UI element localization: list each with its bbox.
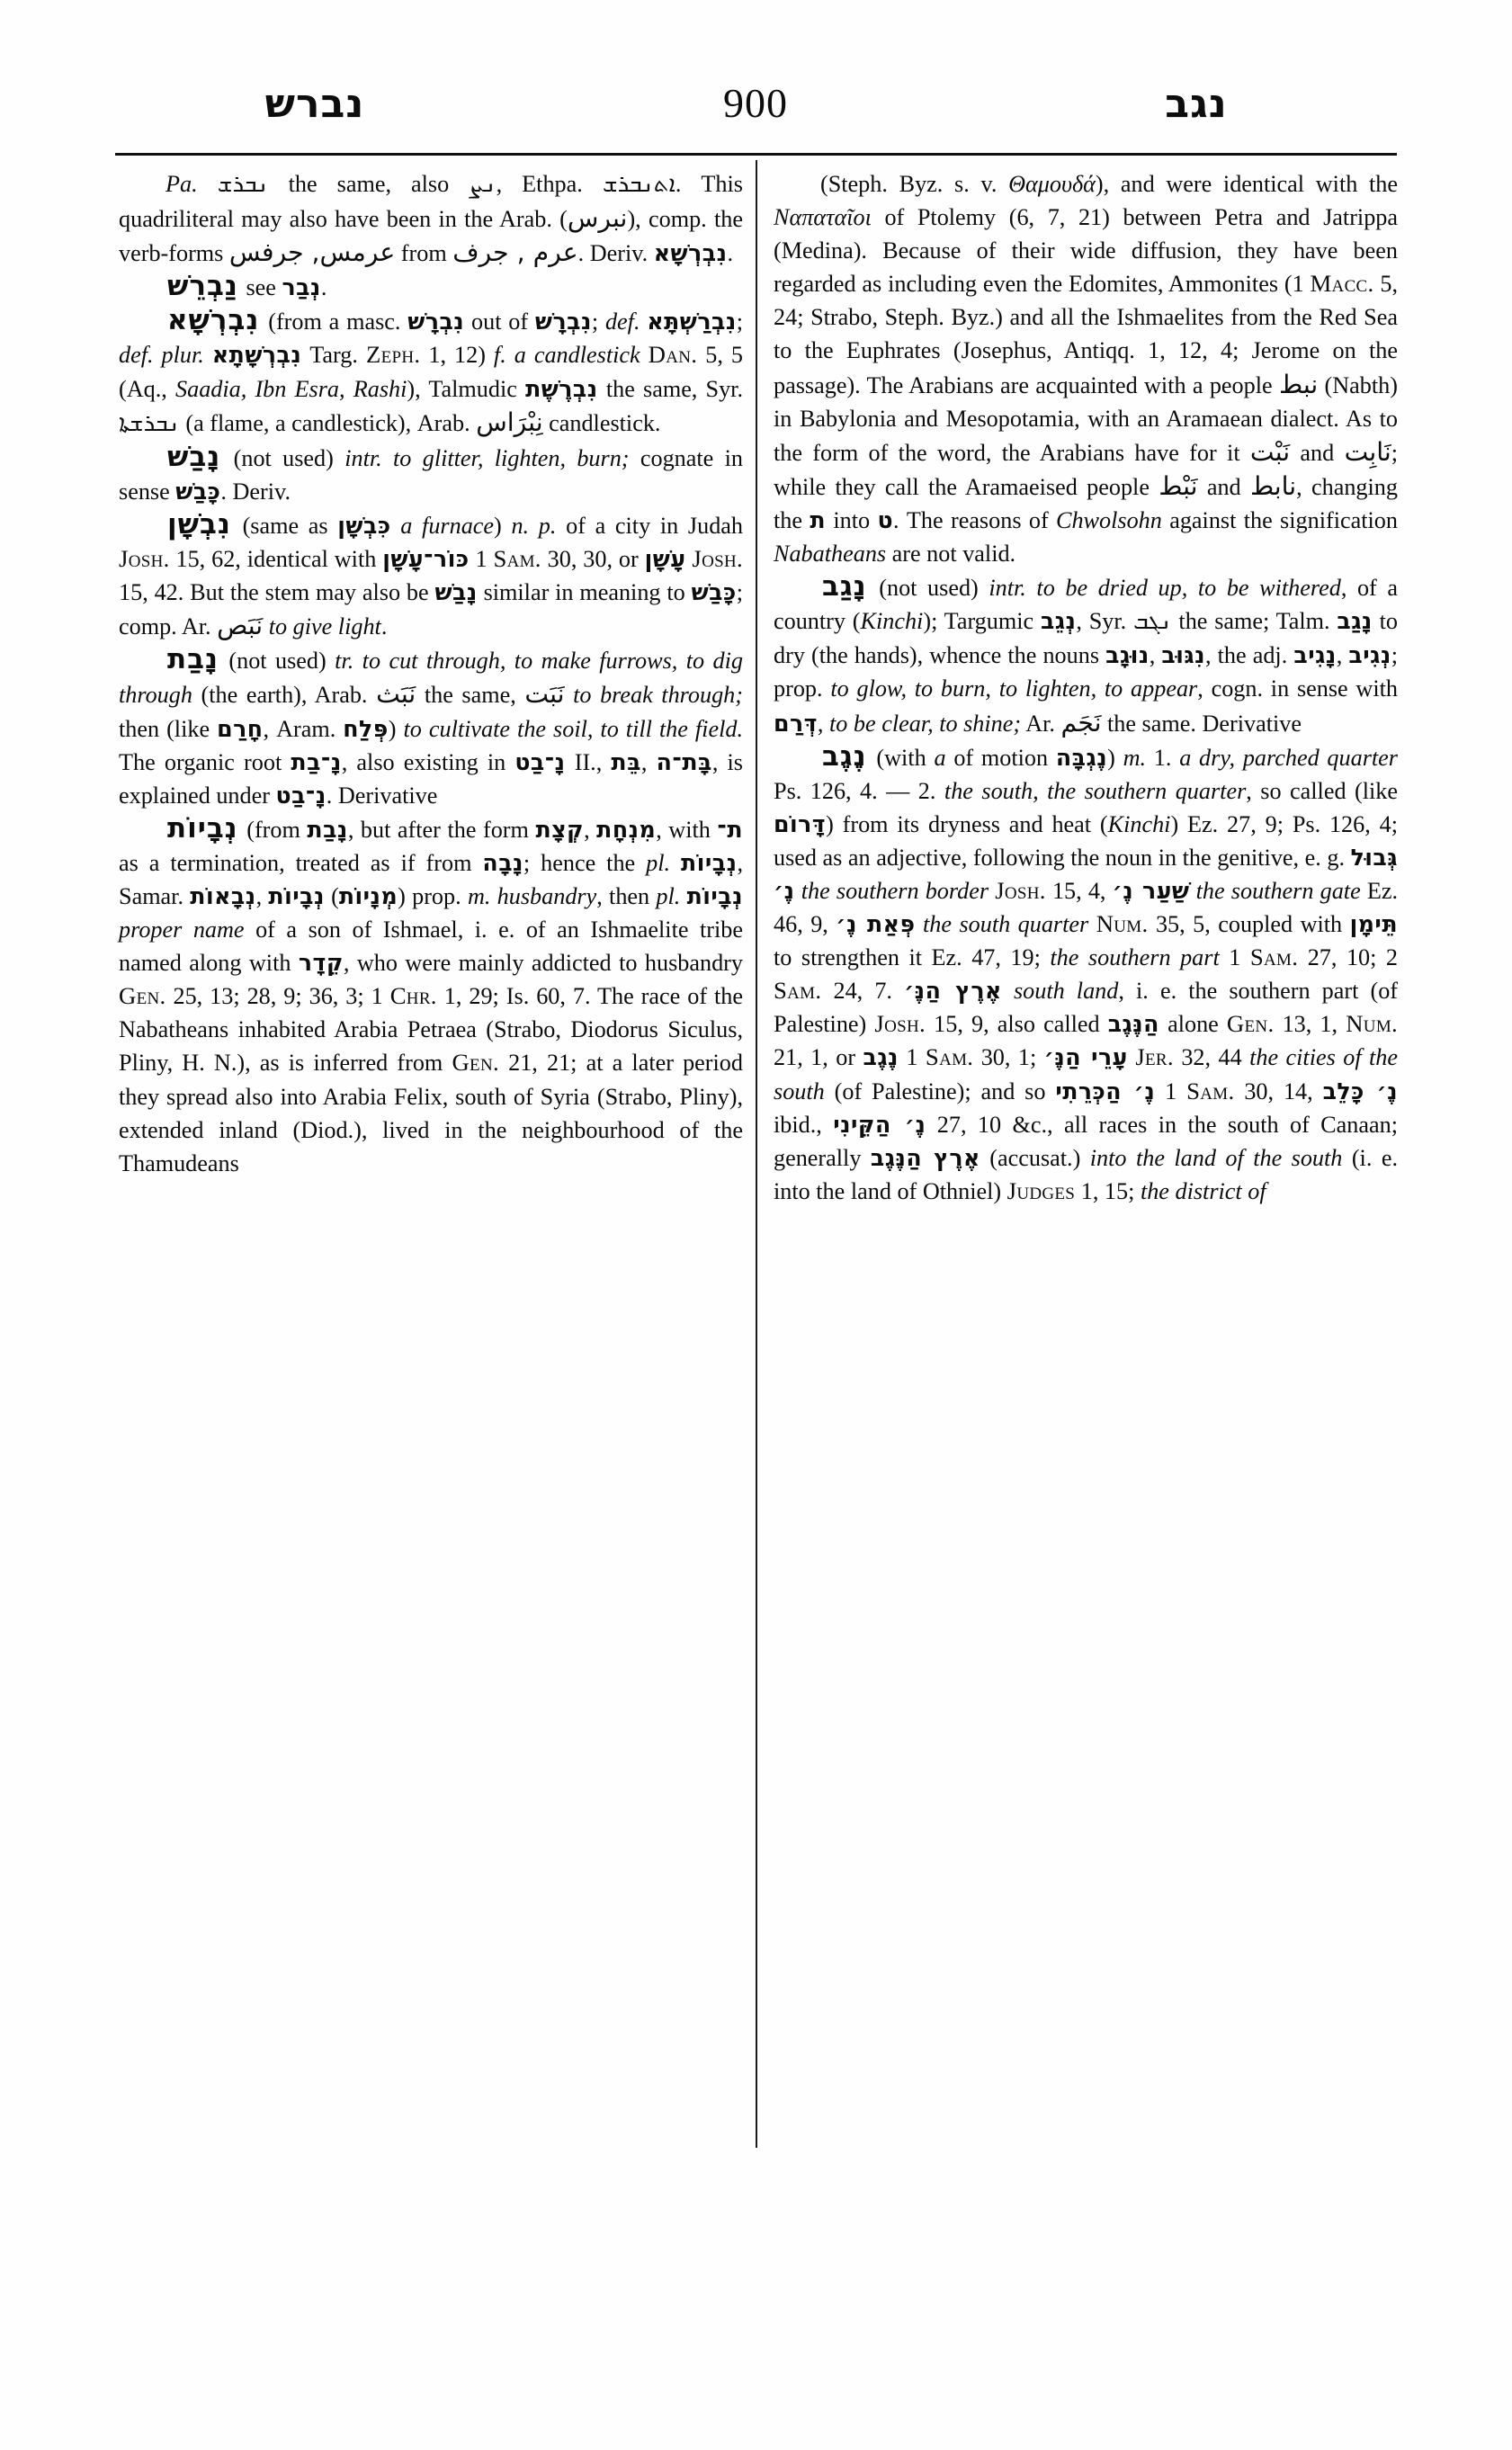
- body-text: the same; Talm.: [1171, 608, 1338, 635]
- body-text: similar in meaning to: [477, 579, 692, 606]
- body-text: Ps. 126, 4. — 2.: [774, 777, 944, 804]
- hebrew-word: מְנָיוֹת: [338, 882, 398, 909]
- hebrew-word: נִבְרַשְׁתָּא: [647, 308, 737, 335]
- hebrew-word: בָּת־ה: [656, 748, 712, 775]
- body-text: from: [395, 240, 453, 267]
- hebrew-word: ט: [877, 506, 894, 533]
- body-text: the same, Syr.: [597, 375, 744, 402]
- hebrew-word: ת־: [717, 816, 744, 843]
- hebrew-word: גְּבוּל נֶ׳: [774, 844, 1398, 904]
- scripture-reference: Zeph.: [365, 341, 421, 369]
- body-text: see: [239, 274, 282, 301]
- hebrew-word: אֶרֶץ הַנֶּ׳: [904, 978, 1002, 1005]
- body-text: (not used): [222, 444, 345, 471]
- hebrew-word: בֵּת: [611, 748, 641, 775]
- body-text: alone: [1159, 1011, 1227, 1038]
- gloss-text: to cultivate the soil, to till the field.: [403, 715, 743, 742]
- arabic-word: نابط: [1249, 470, 1297, 501]
- body-text: , i. e. the southern part (of Palestine): [774, 978, 1399, 1038]
- body-text: of Ptolemy (6, 7, 21) between Petra and Jatrippa (Medina). Because of their wide diffusion, they have been regarded as including even the Edomites, Ammonites (1: [774, 204, 1398, 298]
- body-text: , Syr.: [1076, 608, 1133, 635]
- body-text: 5, 24; Strabo, Steph. Byz.) and all the Ishmaelites from the Red Sea to the Euphrates (Josephus, Antiqq. 1, 12, 4; Jerome on the passage). The Arabians are acquainted with a people: [774, 271, 1398, 398]
- gloss-text: Chwolsohn: [1056, 506, 1162, 533]
- p-nibrasha: [119, 304, 743, 440]
- column-divider-rule: [756, 160, 757, 2148]
- hebrew-word: כָּבַשׁ: [691, 579, 737, 606]
- body-text: (not used): [868, 575, 989, 602]
- body-text: 25, 13; 28, 9; 36, 3; 1: [166, 983, 390, 1010]
- body-text: (not used): [219, 648, 336, 675]
- hebrew-word: קֵדָר: [298, 950, 344, 977]
- body-text: (with: [868, 744, 935, 771]
- body-text: (same as: [232, 512, 338, 539]
- hebrew-word: נָבַשׁ: [167, 440, 221, 473]
- scripture-reference: Dan.: [648, 341, 698, 369]
- body-text: the same, also: [268, 171, 470, 197]
- p-nabath: [119, 643, 743, 811]
- scripture-reference: Num.: [1346, 1010, 1398, 1038]
- body-text: (accusat.): [980, 1144, 1090, 1171]
- body-text: ;: [591, 308, 605, 335]
- scripture-reference: Macc.: [1310, 270, 1374, 298]
- hebrew-word: הַנֶּגֶב: [1107, 1011, 1159, 1038]
- hebrew-word: נְבָיוֹת: [167, 811, 238, 845]
- gloss-text: m.: [1123, 744, 1147, 771]
- body-text: ), comp. the verb-forms: [119, 206, 743, 267]
- gloss-text: the cities of the south: [774, 1044, 1399, 1104]
- body-text: Targ.: [301, 342, 366, 369]
- body-text: [916, 911, 923, 937]
- body-text: , Ethpa.: [496, 171, 603, 197]
- gloss-text: proper name: [119, 917, 245, 943]
- body-text: , but after the form: [347, 816, 536, 843]
- body-text: 15, 4,: [1045, 877, 1113, 904]
- gloss-text: Nabatheans: [774, 541, 887, 568]
- hebrew-word: נְבָיוֹת: [686, 882, 744, 909]
- body-text: .: [320, 274, 327, 301]
- hebrew-word: נָבַת: [167, 643, 219, 676]
- header-rule: [115, 153, 1397, 156]
- body-text: ,: [255, 882, 269, 909]
- hebrew-word: נִבְרָשׁ: [407, 308, 465, 335]
- hebrew-word: נֶ׳ הַקֵּינִי: [833, 1111, 926, 1138]
- scripture-reference: Judges: [1007, 1176, 1076, 1204]
- body-text: ) Ez. 27, 9; Ps. 126, 4; used as an adjective, following the noun in the genitive, e. g.: [774, 810, 1398, 871]
- hebrew-word: פְּלַח: [343, 715, 389, 742]
- arabic-word: نبرس: [567, 203, 628, 234]
- body-text: Ar.: [1021, 710, 1061, 737]
- hebrew-word: נֶגְבָּה: [1055, 744, 1108, 771]
- right-text-column: [774, 167, 1398, 1208]
- body-text: , is explained under: [119, 748, 744, 809]
- gloss-text: into the land of the south: [1089, 1144, 1343, 1171]
- body-text: (Nabth) in Babylonia and Mesopotamia, with an Aramaean dialect. As to the form of the word, the Arabians have for it: [774, 371, 1398, 466]
- syriac-word: ܢܒܪܫܬܐ: [119, 409, 180, 437]
- body-text: .: [727, 240, 734, 267]
- scripture-reference: Gen.: [452, 1049, 499, 1077]
- body-text: 27, 10 &c., all races in the south of Canaan; generally: [774, 1111, 1398, 1171]
- scripture-reference: Jer.: [1135, 1043, 1174, 1071]
- body-text: the same. Derivative: [1101, 710, 1302, 737]
- scripture-reference: Gen.: [119, 982, 166, 1010]
- body-text: into: [826, 506, 878, 533]
- gloss-text: pl.: [646, 849, 671, 876]
- body-text: 21, 21; at a later period they spread also into Arabia Felix, south of Syria (Strabo, Pliny), extended inland (Diod.), lived in the neighbourhood of the Thamudeans: [119, 1050, 743, 1176]
- body-text: (of Palestine); and so: [824, 1077, 1056, 1104]
- scripture-reference: Chr.: [389, 982, 437, 1010]
- hebrew-word: נָבַשׁ: [434, 579, 478, 606]
- running-head-right-word: נגב: [1165, 81, 1228, 127]
- gloss-text: pl.: [656, 882, 681, 909]
- body-text: 15, 62, identical with: [169, 546, 383, 573]
- body-text: ), Talmudic: [407, 375, 526, 402]
- gloss-text: tr. to cut through, to make furrows, to dig through: [119, 648, 743, 709]
- body-text: 1.: [1146, 744, 1180, 771]
- hebrew-word: דְּרַם: [774, 710, 818, 737]
- body-text: ) from its dryness and heat (: [826, 810, 1108, 837]
- running-head-left-word: נברש: [264, 81, 365, 127]
- body-text: 30, 1;: [973, 1044, 1044, 1071]
- p-negeb-noun: [774, 740, 1398, 1208]
- hebrew-word: נְבָיוֹת: [268, 882, 325, 909]
- body-text: , who were mainly addicted to husbandry: [343, 950, 743, 977]
- gloss-text: m. husbandry: [467, 882, 597, 909]
- body-text: [565, 682, 574, 708]
- hebrew-word: נָבָה: [482, 849, 523, 876]
- hebrew-word: נֶ׳ כָּלֵב: [1322, 1077, 1399, 1104]
- gloss-text: to be clear, to shine;: [829, 710, 1022, 737]
- body-text: . The reasons of: [893, 506, 1056, 533]
- body-text: 13, 1,: [1274, 1011, 1346, 1038]
- body-text: 1: [1155, 1077, 1187, 1104]
- arabic-word: نَبْت: [1249, 436, 1291, 467]
- body-text: , then: [596, 882, 657, 909]
- arabic-word: نَبَث: [376, 679, 416, 710]
- left-text-column: [119, 167, 743, 1180]
- arabic-word: نَبَت: [524, 679, 565, 710]
- hebrew-word: נְבָיוֹת: [681, 849, 738, 876]
- hebrew-word: נִבְרְשָׁתָא: [211, 342, 302, 369]
- body-text: (a flame, a candlestick), Arab.: [179, 409, 477, 436]
- body-text: , the adj.: [1204, 642, 1294, 669]
- arabic-word: نبط: [1278, 369, 1319, 399]
- body-text: ,: [584, 816, 597, 843]
- body-text: ibid.,: [774, 1111, 834, 1138]
- syriac-word: ܢܨ: [469, 171, 497, 198]
- body-text: , Aram.: [263, 715, 344, 742]
- gloss-text: to glow, to burn, to lighten, to appear: [830, 675, 1198, 702]
- hebrew-word: נָגַב: [822, 570, 867, 604]
- body-text: 32, 44: [1173, 1044, 1250, 1071]
- body-text: and: [1290, 439, 1345, 466]
- arabic-word: نِبْرَاس: [476, 407, 543, 437]
- gloss-text: the south quarter: [923, 911, 1089, 938]
- body-text: 5, 5 (Aq.,: [119, 342, 744, 402]
- body-text: ,: [1336, 642, 1349, 669]
- gloss-text: the south, the southern quarter: [944, 777, 1247, 804]
- scripture-reference: Gen.: [1226, 1010, 1275, 1038]
- hebrew-word: ת: [810, 506, 827, 533]
- hebrew-word: נָגַב: [1337, 608, 1373, 635]
- body-text: 1, 12): [420, 342, 494, 369]
- p-nebajoth: [119, 812, 743, 1180]
- body-text: ,: [817, 710, 830, 737]
- body-text: (Steph. Byz. s. v.: [820, 171, 1009, 197]
- body-text: ): [388, 715, 404, 742]
- body-text: [670, 850, 681, 876]
- hebrew-word: עָשָׁן: [644, 546, 686, 573]
- body-text: [1189, 878, 1195, 904]
- hebrew-word: כּוֹר־עָשָׁן: [382, 546, 470, 573]
- body-text: , so called (like: [1246, 777, 1399, 804]
- gloss-text: Kinchi: [1107, 810, 1171, 837]
- body-text: 1: [469, 546, 494, 573]
- gloss-text: a furnace: [400, 512, 495, 539]
- body-text: (i. e. into the land of Othniel): [774, 1144, 1398, 1204]
- hebrew-word: נְבַר: [282, 274, 321, 301]
- body-text: 1: [898, 1044, 926, 1071]
- body-text: ; comp. Ar.: [119, 579, 743, 640]
- hebrew-word: חָרַם: [217, 715, 264, 742]
- body-text: 35, 5, coupled with: [1148, 911, 1350, 938]
- body-text: against the signification: [1161, 506, 1398, 533]
- arabic-word: نَجَم: [1060, 707, 1102, 738]
- body-text: of a city in Judah: [556, 512, 744, 539]
- gloss-text: def.: [604, 308, 640, 335]
- gloss-text: Kinchi: [860, 608, 924, 635]
- body-text: ;: [736, 308, 743, 335]
- body-text: . This quadriliteral may also have been in the Arab. (: [119, 171, 743, 233]
- greek-word: Ναπαταῖοι: [774, 204, 872, 231]
- body-text: ); Targumic: [923, 608, 1041, 635]
- hebrew-word: נֶגֶב: [822, 739, 867, 773]
- hebrew-word: עָרֵי הַנֶּ׳: [1043, 1044, 1128, 1071]
- p-nabresh-see: [119, 270, 743, 304]
- scripture-reference: Josh.: [874, 1010, 926, 1038]
- body-text: , also existing in: [341, 748, 515, 775]
- body-text: , with: [656, 816, 718, 843]
- hebrew-word: נִבְרָשׁ: [534, 308, 592, 335]
- body-text: The organic root: [119, 748, 291, 775]
- gloss-text: the southern gate: [1195, 877, 1361, 904]
- body-text: 1: [1219, 944, 1250, 971]
- arabic-word: عرمس, جرفس: [228, 237, 396, 268]
- body-text: .: [380, 613, 388, 640]
- syriac-word: ܢܓܒ: [1133, 608, 1172, 636]
- gloss-text: f. a candlestick: [493, 342, 640, 369]
- scripture-reference: Sam.: [774, 977, 822, 1005]
- body-text: (from: [239, 816, 308, 843]
- body-text: then (like: [119, 715, 218, 742]
- gloss-text: south land: [1013, 978, 1119, 1005]
- body-text: 21, 1, or: [774, 1044, 863, 1071]
- body-text: ; while they call the Aramaeised people: [774, 439, 1398, 500]
- gloss-text: a dry, parched quarter: [1179, 744, 1398, 771]
- body-text: 30, 30, or: [541, 546, 645, 573]
- hebrew-word: נָ־בַט: [275, 782, 327, 809]
- body-text: [795, 878, 801, 904]
- hebrew-word: נוּגָב: [1105, 642, 1150, 669]
- hebrew-word: שַׁעַר נֶ׳: [1112, 877, 1190, 904]
- body-text: 15, 42. But the stem may also be: [119, 579, 435, 606]
- hebrew-word: נֶ׳ הַכְּרֵתִי: [1055, 1077, 1156, 1104]
- scripture-reference: Josh.: [995, 876, 1046, 904]
- gloss-text: intr. to glitter, lighten, burn;: [344, 444, 630, 471]
- hebrew-word: כָּבַשׁ: [175, 478, 221, 505]
- gloss-text: the southern border: [801, 877, 989, 904]
- gloss-text: def. plur.: [119, 342, 204, 369]
- body-text: . Deriv.: [577, 240, 654, 267]
- hebrew-word: נָבַת: [307, 816, 348, 843]
- greek-word: Θαμουδά: [1008, 171, 1096, 197]
- body-text: 24, 7.: [821, 978, 905, 1005]
- hebrew-word: נִבְרְשָׁא: [653, 240, 728, 267]
- page-number: 900: [723, 80, 788, 126]
- arabic-word: عرم , جرف: [452, 237, 578, 268]
- body-text: ; prop.: [774, 642, 1399, 702]
- syriac-word: ܐܬܢܒܪܫ: [602, 171, 675, 198]
- body-text: to strengthen it Ez. 47, 19;: [774, 944, 1051, 971]
- hebrew-word: נֶגֶב: [863, 1044, 899, 1071]
- body-text: candlestick.: [542, 409, 661, 436]
- gloss-text: the southern part: [1050, 944, 1220, 971]
- body-text: are not valid.: [886, 541, 1016, 568]
- gloss-text: a: [934, 744, 946, 771]
- body-text: . Derivative: [326, 782, 438, 809]
- hebrew-word: נַבְרֵשׁ: [167, 270, 238, 303]
- scripture-reference: Sam.: [1186, 1077, 1235, 1104]
- p-nebrash-pael: [119, 167, 743, 270]
- scripture-reference: Josh.: [692, 545, 744, 573]
- body-text: to dry (the hands), whence the nouns: [774, 608, 1398, 669]
- syriac-word: ܢܒܪܫ: [217, 171, 269, 198]
- hebrew-word: נְגֵב: [1040, 608, 1077, 635]
- hebrew-word: נָ־בַת: [291, 748, 342, 775]
- scripture-reference: Sam.: [925, 1043, 974, 1071]
- body-text: 27, 10; 2: [1298, 944, 1399, 971]
- scripture-reference: Sam.: [1249, 943, 1299, 971]
- gloss-text: intr. to be dried up, to be withered: [989, 575, 1341, 602]
- gloss-text: the district of: [1140, 1177, 1266, 1204]
- arabic-word: نَبْط: [1159, 470, 1198, 501]
- body-text: Ez. 46, 9,: [774, 877, 1399, 938]
- body-text: 1, 29; Is. 60, 7. The race of the Nabatheans inhabited Arabia Petraea (Strabo, Diodorus Siculus, Pliny, H. N.), as is inferred from: [119, 983, 743, 1077]
- p-nabash: [119, 441, 743, 508]
- body-text: as a termination, treated as if from: [119, 849, 483, 876]
- hebrew-word: נִבְשָׁן: [167, 507, 231, 541]
- gloss-text: to break through;: [573, 682, 743, 709]
- body-text: out of: [464, 308, 535, 335]
- body-text: [640, 342, 649, 368]
- hebrew-word: מִנְחָת: [596, 816, 657, 843]
- body-text: the same,: [416, 682, 525, 709]
- body-text: ) prop.: [398, 882, 468, 909]
- body-text: [680, 883, 686, 909]
- hebrew-word: נְגִיב: [1348, 642, 1391, 669]
- hebrew-word: אֶרֶץ הַנֶּגֶב: [870, 1144, 980, 1171]
- hebrew-word: נִבְרְשָׁא: [167, 304, 260, 337]
- body-text: [391, 513, 401, 539]
- gloss-text: Pa.: [166, 171, 218, 197]
- arabic-word: نَبَص: [217, 611, 264, 641]
- body-text: (the earth), Arab.: [192, 682, 377, 709]
- body-text: II.,: [565, 748, 612, 775]
- body-text: [204, 342, 212, 368]
- hebrew-word: קְצָת: [535, 816, 585, 843]
- body-text: cognate in sense: [119, 444, 743, 505]
- body-text: , Samar.: [119, 849, 744, 909]
- hebrew-word: כִּבְשָׁן: [337, 512, 391, 539]
- body-text: 30, 14,: [1234, 1077, 1323, 1104]
- hebrew-word: נָ־בַט: [514, 748, 566, 775]
- scripture-reference: Num.: [1096, 910, 1149, 938]
- body-text: of motion: [945, 744, 1056, 771]
- arabic-word: نَابِت: [1344, 436, 1391, 467]
- p-nagab-verb: [774, 570, 1398, 739]
- hebrew-word: נְבָאוֹת: [190, 882, 256, 909]
- body-text: (from a masc.: [261, 308, 408, 335]
- body-text: ,: [640, 748, 657, 775]
- running-head: [126, 79, 1385, 142]
- hebrew-word: פְּאַת נֶ׳: [836, 911, 916, 938]
- scripture-reference: Josh.: [119, 545, 170, 573]
- body-text: 15, 9, also called: [926, 1011, 1108, 1038]
- hebrew-word: נִגּוּב: [1161, 642, 1205, 669]
- gloss-text: to give light: [268, 613, 381, 640]
- body-text: ), and were identical with the: [1095, 171, 1398, 197]
- p-nibshan: [119, 508, 743, 643]
- body-text: ): [494, 512, 512, 539]
- body-text: , of a country (: [774, 575, 1398, 635]
- hebrew-word: תֵּימָן: [1349, 911, 1399, 938]
- body-text: and: [1197, 473, 1250, 500]
- body-text: , changing the: [774, 473, 1398, 533]
- p-nabatheans-cont: [774, 167, 1398, 570]
- scripture-reference: Sam.: [493, 545, 541, 573]
- body-text: . Deriv.: [220, 478, 291, 505]
- body-text: ,: [1149, 642, 1162, 669]
- hebrew-word: נִבְרֶשֶׁת: [525, 375, 598, 402]
- hebrew-word: נָגִיב: [1293, 642, 1337, 669]
- gloss-text: n. p.: [511, 512, 557, 539]
- body-text: [1088, 911, 1096, 937]
- body-text: , cogn. in sense with: [1197, 675, 1398, 702]
- hebrew-word: דָּרוֹם: [774, 810, 827, 837]
- body-text: ; hence the: [523, 849, 647, 876]
- gloss-text: Saadia, Ibn Esra, Rashi: [175, 375, 407, 402]
- body-text: ): [1107, 744, 1123, 771]
- body-text: 1, 15;: [1075, 1177, 1141, 1204]
- body-text: (: [324, 882, 339, 909]
- body-text: [1002, 978, 1014, 1004]
- body-text: of a son of Ishmael, i. e. of an Ishmaelite tribe named along with: [119, 917, 743, 977]
